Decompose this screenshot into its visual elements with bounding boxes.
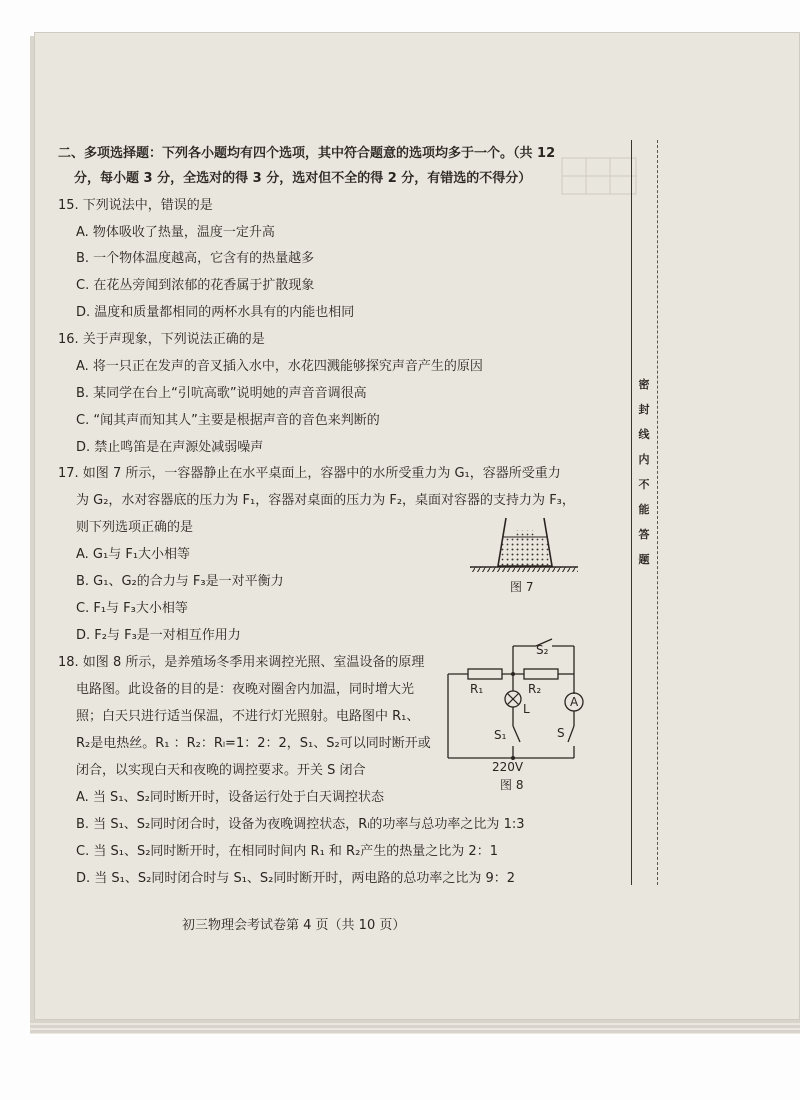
seal-line-border <box>631 140 632 885</box>
question-18-stem-line4: R₂是电热丝。R₁ ：R₂：Rₗ=1：2：2，S₁、S₂可以同时断开或 <box>76 736 431 751</box>
stacked-sheet-edges <box>30 1020 800 1034</box>
question-17-option-d: D. F₂与 F₃是一对相互作用力 <box>76 628 241 643</box>
question-17-option-a: A. G₁与 F₁大小相等 <box>76 547 191 562</box>
question-16-option-b: B. 某同学在台上“引吭高歌”说明她的声音音调很高 <box>76 386 367 401</box>
figure-8-caption: 图 8 <box>500 778 524 792</box>
label-s2: S₂ <box>536 643 549 657</box>
section-heading-line1: 二、多项选择题：下列各小题均有四个选项，其中符合题意的选项均多于一个。（共 12 <box>58 146 556 161</box>
label-ammeter: A <box>570 695 579 709</box>
question-15-stem: 15. 下列说法中，错误的是 <box>58 198 213 213</box>
question-16-option-c: C. “闻其声而知其人”主要是根据声音的音色来判断的 <box>76 413 380 428</box>
question-18-stem-line1: 18. 如图 8 所示，是养殖场冬季用来调控光照、室温设备的原理 <box>58 655 425 670</box>
question-17-option-c: C. F₁与 F₃大小相等 <box>76 601 188 616</box>
seal-char: 题 <box>638 553 650 566</box>
question-18-stem-line3: 照；白天只进行适当保温，不进行灯光照射。电路图中 R₁、 <box>76 709 420 724</box>
question-15-option-a: A. 物体吸收了热量，温度一定升高 <box>76 225 275 240</box>
question-18-option-a: A. 当 S₁、S₂同时断开时，设备运行处于白天调控状态 <box>76 790 384 805</box>
question-15-option-b: B. 一个物体温度越高，它含有的热量越多 <box>76 251 315 266</box>
seal-char: 内 <box>638 453 650 466</box>
page-footer: 初三物理会考试卷第 4 页（共 10 页） <box>182 918 406 933</box>
bleed-through-table <box>560 150 640 203</box>
question-16-option-a: A. 将一只正在发声的音叉插入水中，水花四溅能够探究声音产生的原因 <box>76 359 483 374</box>
question-16-option-d: D. 禁止鸣笛是在声源处减弱噪声 <box>76 440 264 455</box>
seal-char: 封 <box>638 403 650 416</box>
container-diagram <box>470 512 580 572</box>
question-17-stem-line3: 则下列选项正确的是 <box>76 520 194 535</box>
seal-char: 密 <box>638 378 650 391</box>
seal-line-dashed <box>657 140 658 885</box>
label-s1: S₁ <box>494 728 507 742</box>
label-r2: R₂ <box>528 682 542 696</box>
seal-char: 不 <box>638 478 650 491</box>
label-r1: R₁ <box>470 682 484 696</box>
seal-char: 能 <box>638 503 650 516</box>
label-voltage: 220V <box>492 760 524 774</box>
question-17-option-b: B. G₁、G₂的合力与 F₃是一对平衡力 <box>76 574 284 589</box>
resistor-r2 <box>524 669 558 679</box>
question-18-stem-line2: 电路图。此设备的目的是：夜晚对圈舍内加温，同时增大光 <box>76 682 415 697</box>
label-s: S <box>557 726 565 740</box>
section-heading-line2: 分，每小题 3 分，全选对的得 3 分，选对但不全的得 2 分，有错选的不得分） <box>74 171 532 186</box>
figure-8 <box>440 636 600 796</box>
question-15-option-d: D. 温度和质量都相同的两杯水具有的内能也相同 <box>76 305 355 320</box>
figure-7 <box>470 512 580 602</box>
figure-7-caption: 图 7 <box>510 580 534 594</box>
question-17-stem-line2: 为 G₂，水对容器底的压力为 F₁，容器对桌面的压力为 F₂，桌面对容器的支持力为 F₃， <box>76 493 575 508</box>
question-18-stem-line5: 闭合，以实现白天和夜晚的调控要求。开关 S 闭合 <box>76 763 366 778</box>
switch-s1-blade <box>513 726 520 742</box>
question-18-option-c: C. 当 S₁、S₂同时断开时，在相同时间内 R₁ 和 R₂产生的热量之比为 2：1 <box>76 844 498 859</box>
seal-line-text <box>636 372 652 572</box>
question-17-stem-line1: 17. 如图 7 所示，一容器静止在水平桌面上，容器中的水所受重力为 G₁，容器所受重力 <box>58 466 561 481</box>
question-18-option-b: B. 当 S₁、S₂同时闭合时，设备为夜晚调控状态，Rₗ的功率与总功率之比为 1:3 <box>76 817 525 832</box>
resistor-r1 <box>468 669 502 679</box>
switch-s-blade <box>568 726 574 742</box>
seal-char: 答 <box>638 528 650 541</box>
question-15-option-c: C. 在花丛旁闻到浓郁的花香属于扩散现象 <box>76 278 315 293</box>
question-16-stem: 16. 关于声现象，下列说法正确的是 <box>58 332 265 347</box>
question-18-option-d: D. 当 S₁、S₂同时闭合时与 S₁、S₂同时断开时，两电路的总功率之比为 9：2 <box>76 871 516 886</box>
seal-char: 线 <box>638 428 650 441</box>
label-lamp: L <box>523 702 530 716</box>
